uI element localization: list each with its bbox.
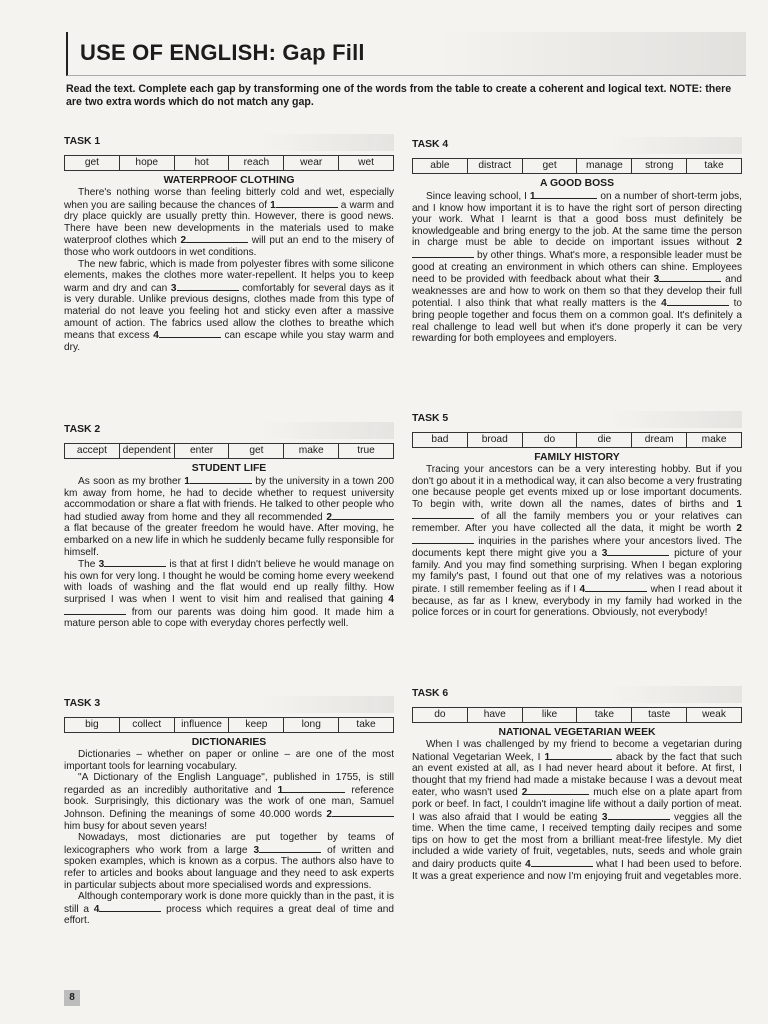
word-cell: able (413, 159, 468, 173)
task-1 (64, 134, 394, 353)
word-cell: like (523, 708, 578, 722)
gap-number: 1 (270, 199, 276, 211)
gap-number: 2 (736, 522, 742, 534)
text-body: Since leaving school, I 1 on a number of short-term jobs, and I know how important it is to have the right sort of person directing your work. What I learnt is that a good boss must definitely be knowledgeable and bring energy to the job. At the same time the person in charge must be able to decide on important issues without 2 by other things. What's more, a responsible leader must be good at creating an environment in which others can shine. Employees need to be provided with feedback about what their 3 and weaknesses are and how to work on them so that they develop their full potential. I also think that what really matters is the 4 to bring people together and focus them on a common goal. It's definitely a real challenge to lead well but when it's done properly it can be very rewarding for both employees and employers. (412, 191, 742, 345)
word-cell: get (229, 444, 284, 458)
task-6 (412, 686, 742, 882)
gap-number: 3 (653, 274, 660, 286)
gap-number: 3 (601, 811, 608, 823)
gap-number: 3 (601, 548, 608, 560)
gap-blank (159, 329, 221, 338)
word-cell: manage (577, 159, 632, 173)
word-cell: make (701, 434, 727, 445)
gap-blank (550, 751, 612, 760)
gap-number: 1 (277, 784, 284, 796)
gap-number: 1 (529, 191, 536, 202)
gap-blank (190, 475, 252, 484)
text-body: As soon as my brother 1 by the university in a town 200 km away from home, he had to decide whether to request university accommodation or share a flat with friends. He talked to other people who had studied away from home and they all recommended 2 a flat because of the greater freedom he would have. After moving, he embarked on a new life in which he suddenly became fully responsible for himself. The 3 is that at first I didn't believe he would manage on his own for very long. I thought he would be coming home every weekend with loads of washing and the flat would end up really filthy. How surprised I was when I went to visit him and realised that gaining 4 from our parents was doing him good. It made him a mature person able to cope with everyday chores perfectly well. (64, 476, 395, 630)
text-heading: DICTIONARIES (191, 737, 267, 748)
word-cell: do (413, 708, 468, 722)
word-cell: strong (632, 159, 687, 173)
gap-blank (608, 811, 670, 820)
word-cell: distract (468, 159, 523, 173)
text-heading: WATERPROOF CLOTHING (163, 175, 295, 186)
word-cell: die (577, 433, 632, 447)
gap-number: 4 (661, 298, 667, 310)
text-heading: STUDENT LIFE (191, 463, 267, 474)
gap-blank (585, 583, 647, 592)
task-label: TASK 4 (412, 137, 742, 154)
gap-number: 4 (525, 858, 531, 870)
word-cell: collect (120, 718, 175, 732)
word-cell: wear (284, 156, 339, 170)
word-cell: true (357, 445, 375, 456)
word-cell: hope (120, 156, 175, 170)
word-cell: dependent (120, 444, 175, 458)
gap-blank (332, 511, 394, 520)
word-cell: long (284, 718, 339, 732)
task-2 (64, 422, 394, 630)
task-label: TASK 6 (412, 686, 742, 703)
word-cell: dream (632, 433, 687, 447)
gap-number: 3 (253, 844, 260, 856)
instructions: Read the text. Complete each gap by transforming one of the words from the table to create a coherent and logical text. NOTE: there are two extra words which do not match any gap. (66, 83, 732, 108)
word-cell: do (523, 433, 578, 447)
task-label: TASK 1 (64, 134, 394, 151)
gap-number: 4 (93, 903, 100, 915)
word-table (412, 707, 742, 723)
task-label: TASK 3 (64, 696, 394, 713)
gap-blank (276, 199, 338, 208)
gap-number: 1 (736, 498, 742, 510)
word-cell: enter (175, 444, 230, 458)
word-cell: keep (229, 718, 284, 732)
word-table (412, 432, 742, 448)
gap-number: 4 (388, 593, 394, 605)
gap-blank (186, 234, 248, 243)
gap-number: 1 (184, 476, 190, 487)
page-title: USE OF ENGLISH: Gap Fill (80, 40, 365, 65)
text-body: When I was challenged by my friend to become a vegetarian during National Vegetarian Week, I 1 aback by the fact that such an event existed at all, as I had never heard about it before. At first, I thought that my friend had made a mistake because I was a devout meat eater, who wasn't used 2 much else on a plate apart from pork or beef. In fact, I couldn't imagine life without a daily portion of meat. I was also afraid that I would be eating 3 veggies all the time. When the time came, I received tempting daily recipes and some tips on how to get the most from a brilliant meat-free lifestyle. My diet included a wide variety of fruit, vegetables, nuts, seeds and whole grain and dairy products quite 4 what I had been used to before. It was a great experience and now I'm enjoying fruit and vegetables more. (412, 739, 742, 882)
word-cell: reach (229, 156, 284, 170)
word-cell: make (284, 444, 339, 458)
task-5 (412, 411, 742, 619)
gap-blank (177, 282, 239, 291)
word-cell: big (65, 718, 120, 732)
gap-blank (607, 547, 669, 556)
gap-blank (332, 808, 394, 817)
gap-blank (283, 784, 345, 793)
gap-blank (527, 786, 589, 795)
page-number: 8 (64, 990, 80, 1006)
gap-blank (535, 190, 597, 199)
gap-number: 4 (153, 330, 159, 342)
word-cell: get (523, 159, 578, 173)
task-label: TASK 5 (412, 411, 742, 428)
task-3 (64, 696, 394, 927)
text-body: There's nothing worse than feeling bitterly cold and wet, especially when you are sailing because the chances of 1 a warm and dry place quickly are usually pretty thin. However, there is good news. There have been new developments in the materials used to make waterproof clothes which 2 will put an end to the misery of those who work outdoors in wet conditions. The new fabric, which is made from polyester fibres with some silicone elements, makes the clothes more water-repellent. It helps you to keep warm and dry and can 3 comfortably for several days as it is very durable. Unlike previous designs, clothes made from this type of material do not leave you feeling hot and sticky even after a massive amount of action. The fabrics used allow the clothes to breathe which means that excess 4 can escape while you stay warm and dry. (64, 187, 395, 353)
word-cell: accept (65, 444, 120, 458)
word-cell: wet (358, 157, 374, 168)
gap-blank (659, 273, 721, 282)
word-cell: weak (702, 709, 726, 720)
gap-number: 2 (326, 511, 332, 523)
gap-blank (412, 249, 474, 258)
word-cell: have (468, 708, 523, 722)
word-table (64, 717, 394, 733)
task-label: TASK 2 (64, 422, 394, 439)
word-table (64, 443, 394, 459)
gap-number: 2 (180, 235, 187, 247)
gap-number: 3 (170, 282, 177, 294)
word-cell: bad (413, 433, 468, 447)
gap-number: 2 (736, 237, 742, 249)
word-table (64, 155, 394, 171)
word-cell: taste (632, 708, 687, 722)
text-heading: FAMILY HISTORY (534, 452, 620, 463)
gap-number: 4 (579, 583, 586, 595)
text-heading: NATIONAL VEGETARIAN WEEK (498, 727, 656, 738)
gap-blank (412, 510, 474, 519)
word-cell: influence (175, 718, 230, 732)
title-bar (66, 32, 746, 76)
gap-blank (259, 844, 321, 853)
gap-blank (104, 558, 166, 567)
text-heading: A GOOD BOSS (539, 178, 615, 189)
gap-blank (64, 606, 126, 615)
word-cell: take (577, 708, 632, 722)
gap-blank (99, 903, 161, 912)
gap-blank (412, 535, 474, 544)
word-cell: take (704, 160, 724, 171)
word-table (412, 158, 742, 174)
word-cell: get (65, 156, 120, 170)
gap-number: 1 (544, 751, 551, 763)
task-4 (412, 137, 742, 345)
text-body: Tracing your ancestors can be a very interesting hobby. But if you don't go about it in a methodical way, it can also become a very frustrating one because people get events mixed up or lose important documents. To begin with, write down all the names, dates of births and 1 of all the family members you or your relatives can remember. After you have collected all the data, it might be worth 2 inquiries in the parishes where your ancestors lived. The documents kept there might give you a 3 picture of your family. And you may find something surprising. When I began exploring my family's past, I found out that one of my relatives was a notorious pirate. I still remember feeling as if I 4 when I read about it because, as far as I knew, everybody in my family had worked in the police forces or in court for generations. Obviously, not everybody! (412, 464, 742, 619)
gap-blank (531, 858, 593, 867)
gap-blank (667, 297, 729, 306)
gap-number: 2 (521, 787, 528, 799)
word-cell: broad (468, 433, 523, 447)
word-cell: take (356, 719, 376, 730)
word-cell: hot (175, 156, 230, 170)
gap-number: 3 (98, 559, 105, 571)
gap-number: 2 (326, 808, 332, 820)
text-body: Dictionaries – whether on paper or online – are one of the most important tools for learning vocabulary. "A Dictionary of the English Language", published in 1755, is still regarded as an incredibly authoritative and 1 reference book. Surprisingly, this dictionary was the work of one man, Samuel Johnson. Defining the meanings of some 40.000 words 2 him busy for about seven years! Nowadays, most dictionaries are put together by teams of lexicographers who work from a large 3 of written and spoken examples, which is known as a corpus. The authors also have to refer to articles and books about language and they need to ask experts in particular subjects about more specialised words and expressions. Although contemporary work is done more quickly than in the past, it is still a 4 process which requires a great deal of time and effort. (64, 749, 395, 927)
